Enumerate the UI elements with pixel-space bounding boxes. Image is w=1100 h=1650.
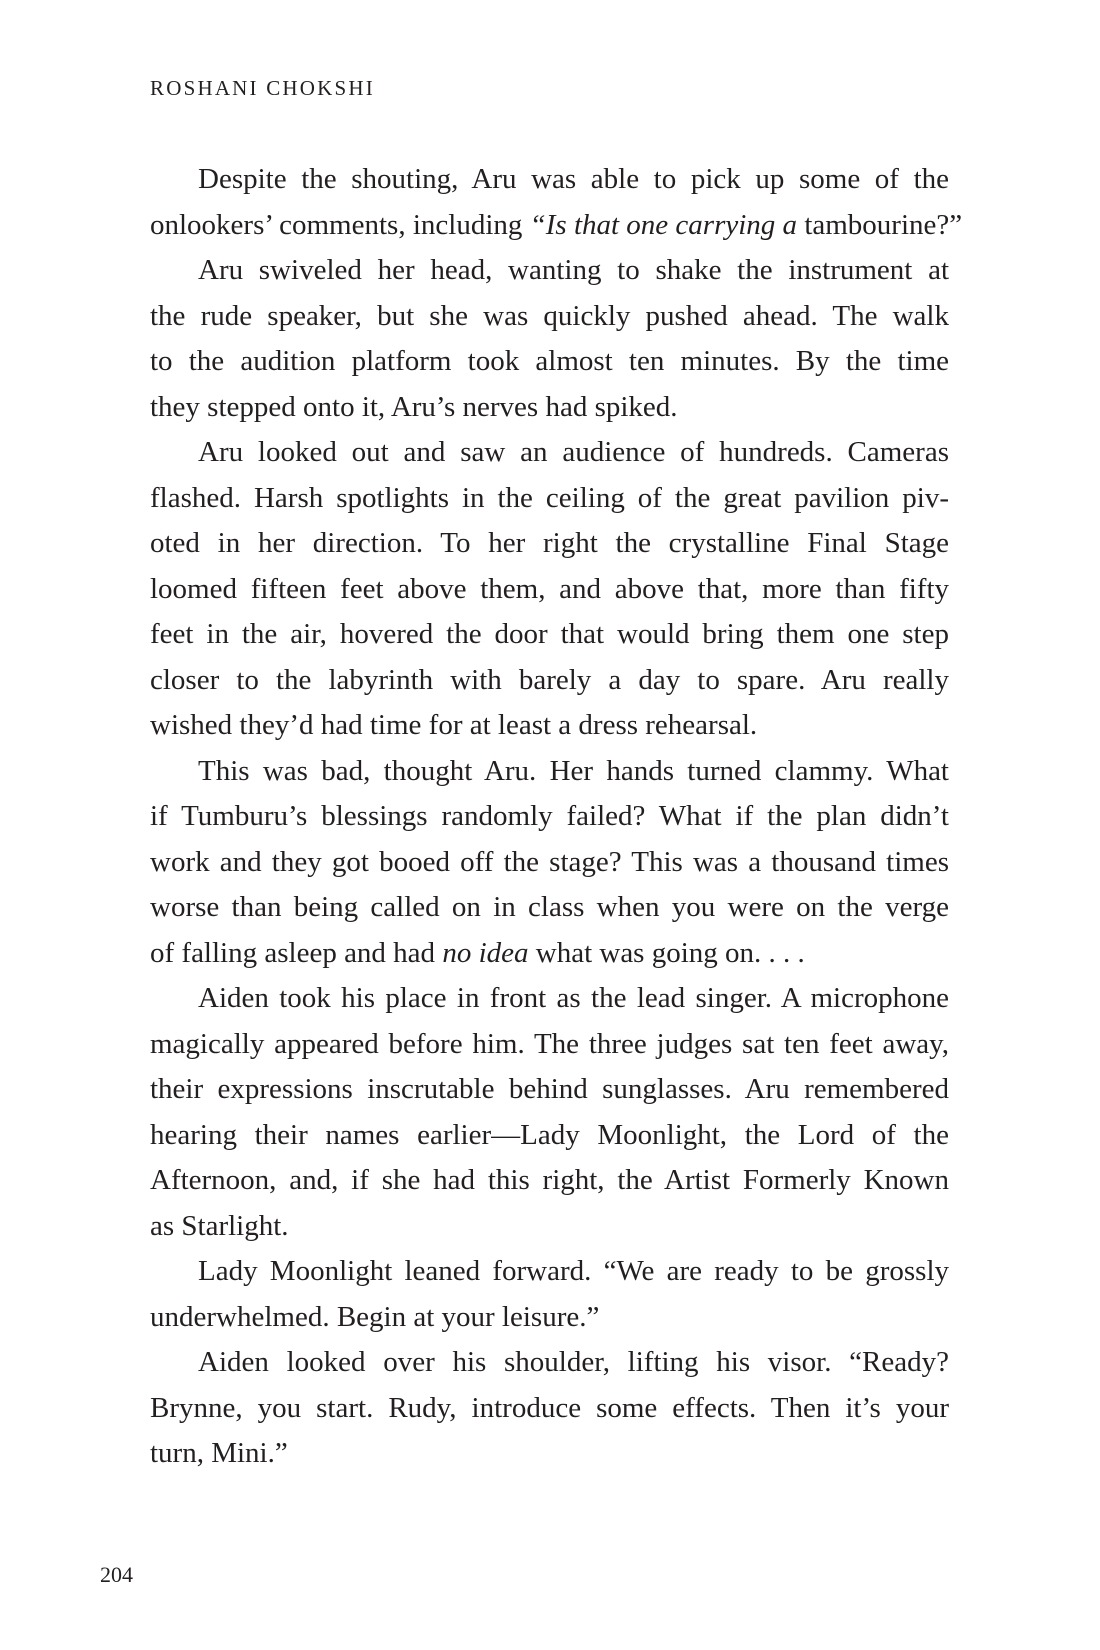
text-segment: Lady Moonlight leaned forward. “We are ready to be grossly bbox=[198, 1255, 949, 1287]
text-line bbox=[150, 1431, 949, 1477]
text-segment: flashed. Harsh spotlights in the ceiling of the great pavilion piv- bbox=[150, 481, 949, 514]
text-segment: underwhelmed. Begin at your leisure.” bbox=[150, 1300, 600, 1333]
text-line bbox=[150, 749, 949, 795]
text-line bbox=[150, 1249, 949, 1295]
text-line bbox=[150, 658, 949, 704]
text-line bbox=[150, 703, 949, 749]
text-line bbox=[150, 885, 949, 931]
text-segment: tambourine?” bbox=[797, 208, 963, 241]
text-line bbox=[150, 1067, 949, 1113]
text-line bbox=[150, 612, 949, 658]
running-head: ROSHANI CHOKSHI bbox=[150, 76, 375, 100]
text-segment: hearing their names earlier—Lady Moonlight, the Lord of the bbox=[150, 1118, 949, 1151]
text-segment: This was bad, thought Aru. Her hands turned clammy. What bbox=[198, 754, 949, 787]
text-segment: Aru swiveled her head, wanting to shake the instrument at bbox=[198, 254, 949, 286]
text-line bbox=[150, 976, 949, 1022]
text-line bbox=[150, 339, 949, 385]
text-line bbox=[150, 1340, 949, 1386]
text-line bbox=[150, 385, 949, 431]
text-segment: if Tumburu’s blessings randomly failed? What if the plan didn’t bbox=[150, 800, 949, 832]
text-line bbox=[150, 1022, 949, 1068]
text-segment: to the audition platform took almost ten minutes. By the time bbox=[150, 345, 949, 377]
text-line bbox=[150, 157, 949, 203]
text-segment: oted in her direction. To her right the crystalline Final Stage bbox=[150, 527, 949, 559]
text-line bbox=[150, 203, 963, 249]
text-segment: wished they’d had time for at least a dress rehearsal. bbox=[150, 709, 758, 741]
text-segment: work and they got booed off the stage? This was a thousand times bbox=[150, 845, 949, 878]
text-segment: Aiden looked over his shoulder, lifting his visor. “Ready? bbox=[198, 1346, 949, 1378]
text-line bbox=[150, 521, 949, 567]
text-segment: feet in the air, hovered the door that would bring them one step bbox=[150, 618, 949, 650]
text-line bbox=[150, 1204, 949, 1250]
text-line bbox=[150, 1386, 949, 1432]
text-segment: Aru looked out and saw an audience of hundreds. Cameras bbox=[198, 436, 949, 468]
text-line bbox=[150, 567, 949, 613]
text-segment: loomed fifteen feet above them, and above that, more than fifty bbox=[150, 572, 949, 605]
text-line bbox=[150, 476, 949, 522]
text-segment: as Starlight. bbox=[150, 1209, 289, 1242]
text-segment: onlookers’ comments, including bbox=[150, 208, 530, 241]
text-line bbox=[150, 1158, 949, 1204]
text-segment: closer to the labyrinth with barely a day to spare. Aru really bbox=[150, 663, 949, 696]
text-line bbox=[150, 1113, 949, 1159]
text-segment: what was going on. . . . bbox=[528, 936, 805, 969]
text-line bbox=[150, 794, 949, 840]
text-line bbox=[150, 248, 949, 294]
text-segment: turn, Mini.” bbox=[150, 1437, 288, 1469]
text-segment: Despite the shouting, Aru was able to pick up some of the bbox=[198, 163, 949, 195]
text-line bbox=[150, 931, 949, 977]
text-line bbox=[150, 430, 949, 476]
italic-text: “Is that one carrying a bbox=[529, 208, 798, 241]
text-line bbox=[150, 840, 949, 886]
text-segment: their expressions inscrutable behind sunglasses. Aru remembered bbox=[150, 1073, 949, 1105]
italic-text: no idea bbox=[442, 936, 529, 969]
text-line bbox=[150, 294, 949, 340]
text-segment: they stepped onto it, Aru’s nerves had spiked. bbox=[150, 390, 678, 423]
body-text bbox=[150, 157, 963, 1477]
text-segment: Aiden took his place in front as the lead singer. A microphone bbox=[198, 982, 949, 1014]
text-segment: worse than being called on in class when you were on the verge bbox=[150, 891, 949, 923]
page-number: 204 bbox=[100, 1562, 133, 1587]
text-segment: Brynne, you start. Rudy, introduce some effects. Then it’s your bbox=[150, 1391, 949, 1424]
text-segment: the rude speaker, but she was quickly pushed ahead. The walk bbox=[150, 299, 949, 332]
text-segment: magically appeared before him. The three judges sat ten feet away, bbox=[150, 1027, 949, 1060]
text-segment: of falling asleep and had bbox=[150, 936, 443, 969]
text-line bbox=[150, 1295, 949, 1341]
text-segment: Afternoon, and, if she had this right, the Artist Formerly Known bbox=[150, 1164, 949, 1196]
